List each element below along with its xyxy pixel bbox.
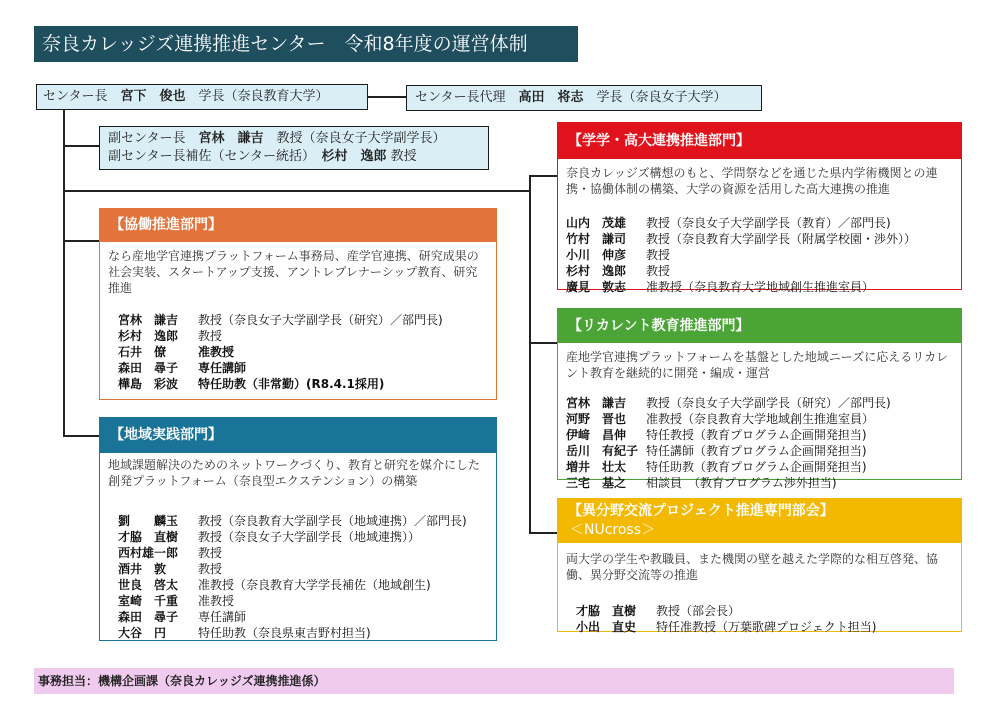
member-row: 岳川 有紀子 特任講師（教育プログラム企画開発担当) [566,444,867,458]
dept-nucross-header-block [558,499,961,543]
member-row: 大谷 円 特任助教（奈良県東吉野村担当) [118,626,371,640]
deputy-name: 高田 将志 [518,90,584,105]
dept-kyodo [99,208,497,400]
connector-gakugaku [529,175,557,177]
vice-role: 副センター長 [108,131,186,146]
member-row: 山内 茂雄 教授（奈良女子大学副学長（教育）／部門長) [566,216,891,230]
member-row: 杉村 逸郎 教授 [566,264,671,278]
member-row: 竹村 謙司 教授（奈良教育大学副学長（附属学校園・渉外）） [566,232,917,246]
member-row: 河野 晋也 准教授（奈良教育大学地域創生推進室員） [566,412,875,426]
director-title: 学長（奈良教育大学） [198,89,329,104]
dept-gakugaku [557,122,962,294]
connector-vice [63,145,99,147]
connector-trunk-right [63,190,530,192]
dept-recurrent-header: 【リカレント教育推進部門】 [558,309,961,343]
dept-gakugaku-desc: 奈良カレッジズ構想のもと、学問祭などを通じた県内学術機関との連携・協働体制の構築、大学の資源を活用した高大連携の推進 [566,166,938,196]
member-row: 石井 僚 准教授 [118,345,235,359]
director-role: センター長 [43,89,108,104]
vice-title: 教授（奈良女子大学副学長） [276,131,446,146]
member-row: 世良 啓太 准教授（奈良教育大学学長補佐（地域創生) [118,578,431,592]
vice-assistant-role: 副センター長補佐（センター統括） [108,149,309,164]
member-row: 酒井 敦 教授 [118,562,223,576]
dept-nucross-members [558,603,961,635]
dept-nucross-header: 【異分野交流プロジェクト推進専門部会】 [568,503,834,519]
director-name: 宮下 俊也 [120,89,186,104]
page-title: 奈良カレッジズ連携推進センター 令和8年度の運営体制 [34,26,578,62]
member-row: 西村雄一郎 教授 [118,546,223,560]
dept-kyodo-header: 【協働推進部門】 [100,209,496,242]
member-row: 室崎 千重 准教授 [118,594,235,608]
member-row: 杉村 逸郎 教授 [118,329,223,343]
member-row: 森田 尋子 専任講師 [118,361,247,375]
member-row: 小川 伸彦 教授 [566,248,671,262]
dept-recurrent [557,308,962,490]
member-row: 才脇 直樹 教授（部会長） [576,604,741,618]
member-row: 森田 尋子 専任講師 [118,610,247,624]
vice-assistant-name: 杉村 逸郎 [321,149,387,164]
member-row: 樺島 彩波 特任助教（非常勤）(R8.4.1採用) [118,377,385,391]
member-row: 廣見 敦志 准教授（奈良教育大学地域創生推進室員） [566,280,875,294]
dept-gakugaku-members [558,215,961,295]
member-row: 伊﨑 昌伸 特任教授（教育プログラム企画開発担当) [566,428,867,442]
dept-chiiki-desc: 地域課題解決のためのネットワークづくり、教育と研究を媒介にした創発プラットフォーム（奈良型エクステンション）の構築 [108,458,481,488]
dept-chiiki-members [100,513,496,641]
dept-nucross-subheader: ＜NUcross＞ [570,522,656,538]
connector-kyodo [63,240,99,242]
member-row: 増井 壮太 特任助教（教育プログラム企画開発担当) [566,460,867,474]
dept-recurrent-desc: 産地学官連携プラットフォームを基盤とした地域ニーズに応えるリカレント教育を継続的に開発・編成・運営 [566,350,949,380]
footer-office-note: 事務担当：機構企画課（奈良カレッジズ連携推進係） [34,668,954,694]
director-box [36,84,368,110]
dept-nucross-desc: 両大学の学生や教職員、また機関の壁を越えた学際的な相互啓発、協働、異分野交流等の推進 [566,552,939,582]
dept-chiiki [99,417,497,641]
dept-nucross [557,498,962,632]
dept-recurrent-members [558,395,961,491]
deputy-title: 学長（奈良女子大学） [596,90,727,105]
connector-main-vertical [63,108,65,436]
connector-director-deputy [368,96,406,98]
member-row: 宮林 謙吉 教授（奈良女子大学副学長（研究）／部門長) [566,396,891,410]
dept-kyodo-desc: なら産地学官連携プラットフォーム事務局、産学官連携、研究成果の社会実装、スタートアップ支援、アントレプレナーシップ教育、研究推進 [108,249,479,295]
member-row: 三宅 基之 相談員 （教育プログラム渉外担当) [566,476,837,490]
dept-kyodo-members [100,312,496,392]
deputy-director-box [406,85,762,111]
vice-name: 宮林 謙吉 [198,131,264,146]
dept-chiiki-header: 【地域実践部門】 [100,418,496,453]
member-row: 劉 麟玉 教授（奈良教育大学副学長（地域連携）／部門長) [118,514,467,528]
deputy-role: センター長代理 [415,90,506,105]
vice-assistant-title: 教授 [390,149,417,164]
vice-director-box [99,126,489,170]
connector-right-vertical [529,175,531,532]
member-row: 才脇 直樹 教授（奈良女子大学副学長（地域連携）） [118,530,421,544]
connector-recurrent [529,342,557,344]
connector-chiiki [63,435,99,437]
member-row: 宮林 謙吉 教授（奈良女子大学副学長（研究）／部門長) [118,313,443,327]
connector-nucross [529,532,557,534]
member-row: 小出 直史 特任准教授（万葉歌碑プロジェクト担当) [576,620,877,634]
dept-gakugaku-header: 【学学・高大連携推進部門】 [558,123,961,159]
